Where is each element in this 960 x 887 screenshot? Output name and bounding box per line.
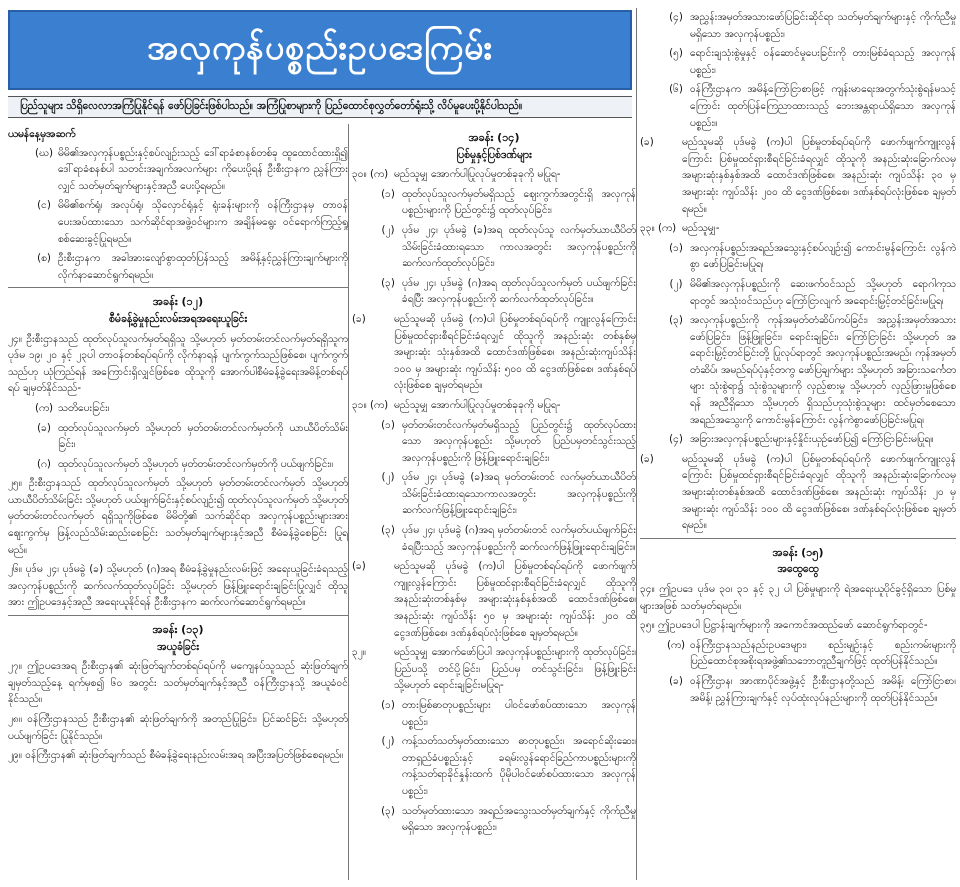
page-title: အလှကုန်ပစ္စည်းဥပဒေကြမ်း	[146, 27, 494, 68]
notice-line: ပြည်သူများ သိရှိလေလာအကြံပြုနိုင်ရန် ဖော်ပြခြင်းဖြစ်ပါသည်။ အကြံပြုစာများကို ပြည်ထောင်စုလွှတ်တော်ရုံးသို့ လိပ်မူပေးပို့နိုင်ပါသည်။	[8, 96, 632, 118]
chapter-heading: အခန်း (၁၂)	[152, 295, 204, 309]
paragraph: ၃၅။ ဤဥပဒေပါ ပြဋ္ဌာန်းချက်များကို အကောင်အထည်ဖော် ဆောင်ရွက်ရာတွင်-	[640, 619, 928, 632]
chapter-heading: အခန်း (၁၃)	[152, 623, 204, 637]
list-item: (င) မိမိ၏စက်ရုံ၊ အလုပ်ရုံ၊ သိုလှောင်ရုံနှင့် ရုံးခန်းများကို ဝန်ကြီးဌာနမှ တာဝန်ပေးအပ်ထားသော သက်ဆိုင်ရာအဖွဲ့ဝင်များက အချိန်မရွေး ဝင်ရောက်ကြည့်ရှု စစ်ဆေးခွင့်ပြုရမည်။	[37, 199, 348, 245]
clause: ၃၃။ (က) မည်သူမျှ-	[640, 222, 720, 235]
list-item: (၃) အလှကုန်ပစ္စည်းကို ကုန်အမှတ်တံဆိပ်ကပ်ခြင်း၊ အညွှန်းအမှတ်အသား ဖော်ပြခြင်း၊ ဖြန့်ဖြူးခြင်း၊ ရောင်းချခြင်း၊ ကြော်ငြာခြင်း သို့မဟုတ် အရောင်းမြှင့်တင်ခြင်းတို့ ပြုလုပ်ရာတွင် အလှကုန်ပစ္စည်းအမည်၊ ကုန်အမှတ်တံဆိပ်၊ အမည်ရပ်ပုံနှင့်တကွ ဖော်ပြချက်များ သို့မဟုတ် အခြားသင်္ကေတများ သုံးစွဲရာ၌ သုံးစွဲသူများကို လှည့်စားမှု သို့မဟုတ် လှည့်ဖြားမှုဖြစ်စေရန် အညီရှိသော သို့မဟုတ် ရှိသည်ဟုသုံးစွဲသူများ ထင်မှတ်စေသော အရည်အသွေးကို ကောင်းမွန်ကြောင်း လွန်ကဲစွာဖော်ပြခြင်းမပြုရ၊	[669, 314, 956, 426]
clause: ၃၁။ (က) မည်သူမျှ အောက်ပါပြုလုပ်မှုတစ်ခုခုကို မပြုရ-	[352, 398, 561, 411]
list-item: (ဂ) ထုတ်လုပ်သူလက်မှတ် သို့မဟုတ် မှတ်တမ်းတင်လက်မှတ်ကို ပယ်ဖျက်ခြင်း။	[37, 457, 334, 470]
section-divider	[8, 615, 348, 616]
list-item: (၃) သတ်မှတ်ထားသော အရည်အသွေးသတ်မှတ်ချက်နှင့် ကိုက်ညီမှုမရှိသော အလှကုန်ပစ္စည်း၊	[381, 804, 636, 834]
chapter-heading: အခန်း (၁၅)	[772, 545, 824, 559]
clause: (ခ) မည်သူမဆို ပုဒ်မခွဲ (က)ပါ ပြစ်မှုတစ်ရပ်ရပ်ကို ဖောက်ဖျက်ကျူးလွန်ကြောင်း ပြစ်မှုထင်ရှားစီရင်ခြင်းခံရလျှင် ထိုသူကို အနည်းဆုံးတစ်နှစ်မှ အများဆုံးနှစ်နှစ်အထိ ထောင်ဒဏ်ဖြစ်စေ၊ အနည်းဆုံး ကျပ်သိန်း ၅၀ မှ အများဆုံး ကျပ်သိန်း ၂၀၀ ထိ ငွေဒဏ်ဖြစ်စေ၊ ဒဏ်နှစ်ရပ်လုံးဖြစ်စေ ချမှတ်ရမည်။	[352, 560, 636, 639]
paragraph: ၂၉။ ဝန်ကြီးဌာန၏ ဆုံးဖြတ်ချက်သည် စီမံခန့်ခွဲရေးနည်းလမ်းအရ အပြီးအပြတ်ဖြစ်စေရမည်။	[8, 749, 344, 762]
col1-top-items	[8, 145, 348, 284]
chapter-title: အယူခံခြင်း	[157, 640, 199, 653]
section-divider	[8, 287, 348, 288]
clause: ၃၀။ (က) မည်သူမျှ အောက်ပါပြုလုပ်မှုတစ်ခုခုကို မပြုရ-	[352, 168, 561, 181]
list-item: (၁) မှတ်တမ်းတင်လက်မှတ်မရှိသည့် ပြည်တွင်း၌ ထုတ်လုပ်ထားသော အလှကုန်ပစ္စည်း သို့မဟုတ် ပြည်ပမှတင်သွင်းသည့် အလှကုန်ပစ္စည်းကို ဖြန့်ဖြူးရောင်းချခြင်း၊	[381, 418, 636, 464]
list-item: (၄) အညွှန်းအမှတ်အသားဖော်ပြခြင်းဆိုင်ရာ သတ်မှတ်ချက်များနှင့် ကိုက်ညီမှုမရှိသော အလှကုန်ပစ္စည်း၊	[669, 11, 956, 40]
column-divider-1	[348, 124, 349, 880]
list-item: (က) သတိပေးခြင်း၊	[34, 401, 110, 414]
paragraph: ၂၄။ ဦးစီးဌာနသည် ထုတ်လုပ်သူလက်မှတ်ရရှိသူ သို့မဟုတ် မှတ်တမ်းတင်လက်မှတ်ရရှိသူက ပုဒ်မ ၁၉၊ ၂၀ နှင့် ၂၃ပါ တာဝန်တစ်ရပ်ရပ်ကို လိုက်နာရန် ပျက်ကွက်သည်ဖြစ်စေ၊ ပျက်ကွက်သည်ဟု ယုံကြည်ရန် အကြောင်းရှိလျှင်ဖြစ်စေ ထိုသူကို အောက်ပါစီမံခန့်ခွဲရေးအမိန့်တစ်ရပ်ရပ် ချမှတ်နိုင်သည်-	[8, 332, 348, 395]
list-item: (က) ဝန်ကြီးဌာနသည်နည်းဥပဒေများ၊ စည်းမျဉ်းနှင့် စည်းကမ်းများကို ပြည်ထောင်စုအစိုးရအဖွဲ့၏သဘောတူညီချက်ဖြင့် ထုတ်ပြန်နိုင်သည်။	[666, 638, 956, 668]
paragraph: ၂၈။ ဝန်ကြီးဌာနသည် ဦးစီးဌာန၏ ဆုံးဖြတ်ချက်ကို အတည်ပြုခြင်း၊ ပြင်ဆင်ခြင်း သို့မဟုတ် ပယ်ဖျက်ခြင်း ပြုနိုင်သည်။	[8, 713, 348, 742]
clause: ၃၂။ မည်သူမျှ အောက်ဖော်ပြပါ အလှကုန်ပစ္စည်းများကို ထုတ်လုပ်ခြင်း၊ ပြည်ပသို့ တင်ပို့ခြင်း၊ ပြည်ပမှ တင်သွင်းခြင်း၊ ဖြန့်ဖြူးခြင်း သို့မဟုတ် ရောင်းချခြင်းမပြုရ-	[352, 646, 636, 692]
paragraph: ၂၆။ ပုဒ်မ ၂၄၊ ပုဒ်မခွဲ (ခ) သို့မဟုတ် (ဂ)အရ စီမံခန့်ခွဲမှုနည်းလမ်းဖြင့် အရေးယူခြင်းခံရသည့် အလှကုန်ပစ္စည်းကို ဆက်လက်ထုတ်လုပ်ခြင်း သို့မဟုတ် ဖြန့်ဖြူးရောင်းချခြင်းပြုလျှင် ထိုသူအား ဤဥပဒေနှင့်အညီ အရေးယူနိုင်ရန် ဦးစီးဌာနက ဆက်လက်ဆောင်ရွက်ရမည်။	[8, 563, 348, 609]
list-item: (၂) မိမိ၏အလှကုန်ပစ္စည်းကို ဆေးဖက်ဝင်သည် သို့မဟုတ် ရောဂါကုသရာတွင် အသုံးဝင်သည်ဟု ကြော်ငြာလျက် အရောင်းမြှင့်တင်ခြင်းမပြုရ၊	[669, 277, 956, 307]
list-item: (၆) ဝန်ကြီးဌာနက အမိန့်ကြော်ငြာစာဖြင့် ကျန်းမာရေးအတွက်သုံးစွဲရန်မသင့်ကြောင်း ထုတ်ပြန်ကြေညာထားသည့် ဘေးအန္တရာယ်ရှိသော အလှကုန်ပစ္စည်း။	[669, 83, 956, 129]
list-item: (၃) ပုဒ်မ ၂၄၊ ပုဒ်မခွဲ (ဂ)အရ မှတ်တမ်းတင် လက်မှတ်ပယ်ဖျက်ခြင်းခံရပြီးသည့် အလှကုန်ပစ္စည်းကို ဆက်လက်ဖြန့်ဖြူးရောင်းချခြင်း။	[381, 524, 636, 553]
column-1	[8, 124, 348, 884]
chapter-title: ပြစ်မှုနှင့်ပြစ်ဒဏ်များ	[456, 148, 532, 161]
clause: (ခ) မည်သူမဆို ပုဒ်မခွဲ (က)ပါ ပြစ်မှုတစ်ရပ်ရပ်ကို ဖောက်ဖျက်ကျူးလွန်ကြောင်း ပြစ်မှုထင်ရှားစီရင်ခြင်းခံရလျှင် ထိုသူကို အနည်းဆုံးခြောက်လမှ အများဆုံးတစ်နှစ်အထိ ထောင်ဒဏ်ဖြစ်စေ၊ အနည်းဆုံး ကျပ်သိန်း ၂၀ မှ အများဆုံး ကျပ်သိန်း ၁၀၀ ထိ ငွေဒဏ်ဖြစ်စေ၊ ဒဏ်နှစ်ရပ်လုံးဖြစ်စေ ချမှတ်ရမည်။	[640, 452, 956, 532]
chapter-title: စီမံခန့်ခွဲမှုနည်းလမ်းအရအရေးယူခြင်း	[109, 312, 247, 325]
list-item: (ခ) ထုတ်လုပ်သူလက်မှတ် သို့မဟုတ် မှတ်တမ်းတင်လက်မှတ်ကို ယာယီပိတ်သိမ်းခြင်း၊	[37, 421, 348, 451]
list-item: (၁) ထုတ်လုပ်သူလက်မှတ်မရှိသည့် ဈေးကွက်အတွင်းရှိ အလှကုန်ပစ္စည်းများကို ပြည်တွင်း၌ ထုတ်လုပ်ခြင်း၊	[381, 187, 636, 217]
list-item: (၄) အခြားအလှကုန်ပစ္စည်းများနှင့်နှိုင်းယှဉ်ဖော်ပြ၍ ကြော်ငြာခြင်းမပြုရ။	[669, 433, 934, 446]
column-2	[352, 124, 636, 884]
list-item: (၅) ရောင်းချသုံးစွဲမှုနှင့် ဝန်ဆောင်မှုပေးခြင်းကို တားမြစ်ခံရသည့် အလှကုန်ပစ္စည်း၊	[669, 47, 956, 76]
list-item: (၃) ပုဒ်မ ၂၄၊ ပုဒ်မခွဲ (ဂ)အရ ထုတ်လုပ်သူလက်မှတ် ပယ်ဖျက်ခြင်းခံရပြီး အလှကုန်ပစ္စည်းကို ဆက်လက်ထုတ်လုပ်ခြင်း။	[381, 276, 636, 306]
list-item: (ဃ) မိမိ၏အလှကုန်ပစ္စည်းနှင့်စပ်လျဉ်းသည့် ဒေါ်ရာခံစာနစ်တစ်ခု ထူထောင်ထားရှိ၍ ဒေါ်ရာခံစနစ်ပါ သတင်းအချက်အလက်များ ကိုပေးပို့ရန် ဦးစီးဌာနက ညွှန်ကြားလျှင် သတ်မှတ်ချက်များနှင့်အညီ ပေးပို့ရမည်။	[34, 146, 348, 192]
continued-label: ယမန်နေ့မှအဆက်	[8, 128, 76, 140]
list-item: (၂) ပုဒ်မ ၂၄၊ ပုဒ်မခွဲ (ခ)အရ ထုတ်လုပ်သူ လက်မှတ်ယာယီပိတ်သိမ်းခြင်းခံထားရသော ကာလအတွင်း အလှကုန်ပစ္စည်းကို ဆက်လက်ထုတ်လုပ်ခြင်း၊	[381, 223, 636, 270]
list-item: (၁) တားမြစ်ဓာတုပစ္စည်းများ ပါဝင်ဖော်စပ်ထားသော အလှကုန်ပစ္စည်း၊	[381, 699, 636, 728]
clause: (ခ) မည်သူမဆို ပုဒ်မခွဲ (က)ပါ ပြစ်မှုတစ်ရပ်ရပ်ကို ကျူးလွန်ကြောင်း ပြစ်မှုထင်ရှားစီရင်ခြင်းခံရလျှင် ထိုသူကို အနည်းဆုံး တစ်နှစ်မှ အများဆုံး သုံးနှစ်အထိ ထောင်ဒဏ်ဖြစ်စေ၊ အနည်းဆုံးကျပ်သိန်း ၁၀၀ မှ အများဆုံး ကျပ်သိန်း ၅၀၀ ထိ ငွေဒဏ်ဖြစ်စေ၊ ဒဏ်နှစ်ရပ်လုံးဖြစ်စေ ချမှတ်ရမည်။	[352, 312, 636, 392]
column-3	[640, 8, 956, 884]
clause: (ခ) မည်သူမဆို ပုဒ်မခွဲ (က)ပါ ပြစ်မှုတစ်ရပ်ရပ်ကို ဖောက်ဖျက်ကျူးလွန်ကြောင်း ပြစ်မှုထင်ရှားစီရင်ခြင်းခံရလျှင် ထိုသူကို အနည်းဆုံးခြောက်လမှ အများဆုံးနှစ်နှစ်အထိ ထောင်ဒဏ်ဖြစ်စေ၊ အနည်းဆုံး ကျပ်သိန်း ၃၀ မှ အများဆုံး ကျပ်သိန်း ၂၀၀ ထိ ငွေဒဏ်ဖြစ်စေ၊ ဒဏ်နှစ်ရပ်လုံးဖြစ်စေ ချမှတ်ရမည်။	[640, 136, 956, 215]
paragraph: ၂၇။ ဤဥပဒေအရ ဦးစီးဌာန၏ ဆုံးဖြတ်ချက်တစ်ရပ်ရပ်ကို မကျေနပ်သူသည် ဆုံးဖြတ်ချက် ချမှတ်သည့်နေ့ ရက်မှစ၍ ၆၀ အတွင်း သတ်မှတ်ချက်နှင့်အညီ ဝန်ကြီးဌာနသို့ အယူခံဝင်နိုင်သည်။	[8, 660, 348, 706]
list-item: (၁) အလှကုန်ပစ္စည်းအရည်အသွေးနှင့်စပ်လျဉ်း၍ ကောင်းမွန်ကြောင်း လွန်ကဲစွာ ဖော်ပြခြင်းမပြုရ၊	[669, 241, 956, 271]
chapter-heading: အခန်း (၁၄)	[468, 131, 520, 144]
list-item: (ခ) ဝန်ကြီးဌာန၊ အာဏာပိုင်အဖွဲ့နှင့် ဦးစီးဌာနတို့သည် အမိန့်၊ ကြော်ငြာစာ၊ အမိန့်၊ ညွှန်ကြားချက်နှင့် လုပ်ထုံးလုပ်နည်းများကို ထုတ်ပြန်နိုင်သည်။	[669, 674, 956, 704]
list-item: (စ) ဦးစီးဌာနက အခါအားလျော်စွာထုတ်ပြန်သည့် အမိန့်နှင့်ညွှန်ကြားချက်များကိုလိုက်နာဆောင်ရွက်ရမည်။	[37, 252, 348, 281]
section-divider	[640, 538, 956, 539]
paragraph: ၃၄။ ဤဥပဒေ ပုဒ်မ ၃၀၊ ၃၁ နှင့် ၃၂ ပါ ပြစ်မှုများကို ရဲအရေးယူပိုင်ခွင့်ရှိသော ပြစ်မှုများအဖြစ် သတ်မှတ်ရမည်။	[640, 583, 956, 612]
column-divider-2	[636, 8, 637, 880]
paragraph: ၂၅။ ဦးစီးဌာနသည် ထုတ်လုပ်သူလက်မှတ် သို့မဟုတ် မှတ်တမ်းတင်လက်မှတ် သို့မဟုတ် ယာယီပိတ်သိမ်းခြင်း သို့မဟုတ် ပယ်ဖျက်ခြင်းနှင့်စပ်လျဉ်း၍ ထုတ်လုပ်သူလက်မှတ် သို့မဟုတ် မှတ်တမ်းတင်လက်မှတ် ရရှိသူကိုဖြစ်စေ မိမိတို့၏ သက်ဆိုင်ရာ အလှကုန်ပစ္စည်းများအား ဈေးကွက်မှ ဖြန့်လည်သိမ်းဆည်းစေခြင်း သတ်မှတ်ချက်များနှင့်အညီ စီမံခန့်ခွဲစေခြင်း ပြုရမည်။	[8, 477, 348, 556]
chapter-title: အထွေထွေ	[777, 563, 819, 576]
list-item: (၂) ကန့်သတ်သတ်မှတ်ထားသော ဓာတုပစ္စည်း၊ အရောင်ဆိုးဆေး၊ တာရှည်ခံပစ္စည်းနှင့် ခရမ်းလွန်ရောင်ခြည်ကာပစ္စည်းများကို ကန့်သတ်ရာခိုင်နှုန်းထက် ပိုမိုပါဝင်ဖော်စပ်ထားသော အလှကုန်ပစ္စည်း၊	[381, 735, 636, 797]
title-banner	[8, 10, 632, 90]
list-item: (၂) ပုဒ်မ ၂၄၊ ပုဒ်မခွဲ (ခ)အရ မှတ်တမ်းတင် လက်မှတ်ယာယီပိတ်သိမ်းခြင်းခံထားရသောကာလအတွင်း အလှကုန်ပစ္စည်းကို ဆက်လက်ဖြန့်ဖြူးရောင်းချခြင်း၊	[381, 471, 636, 517]
